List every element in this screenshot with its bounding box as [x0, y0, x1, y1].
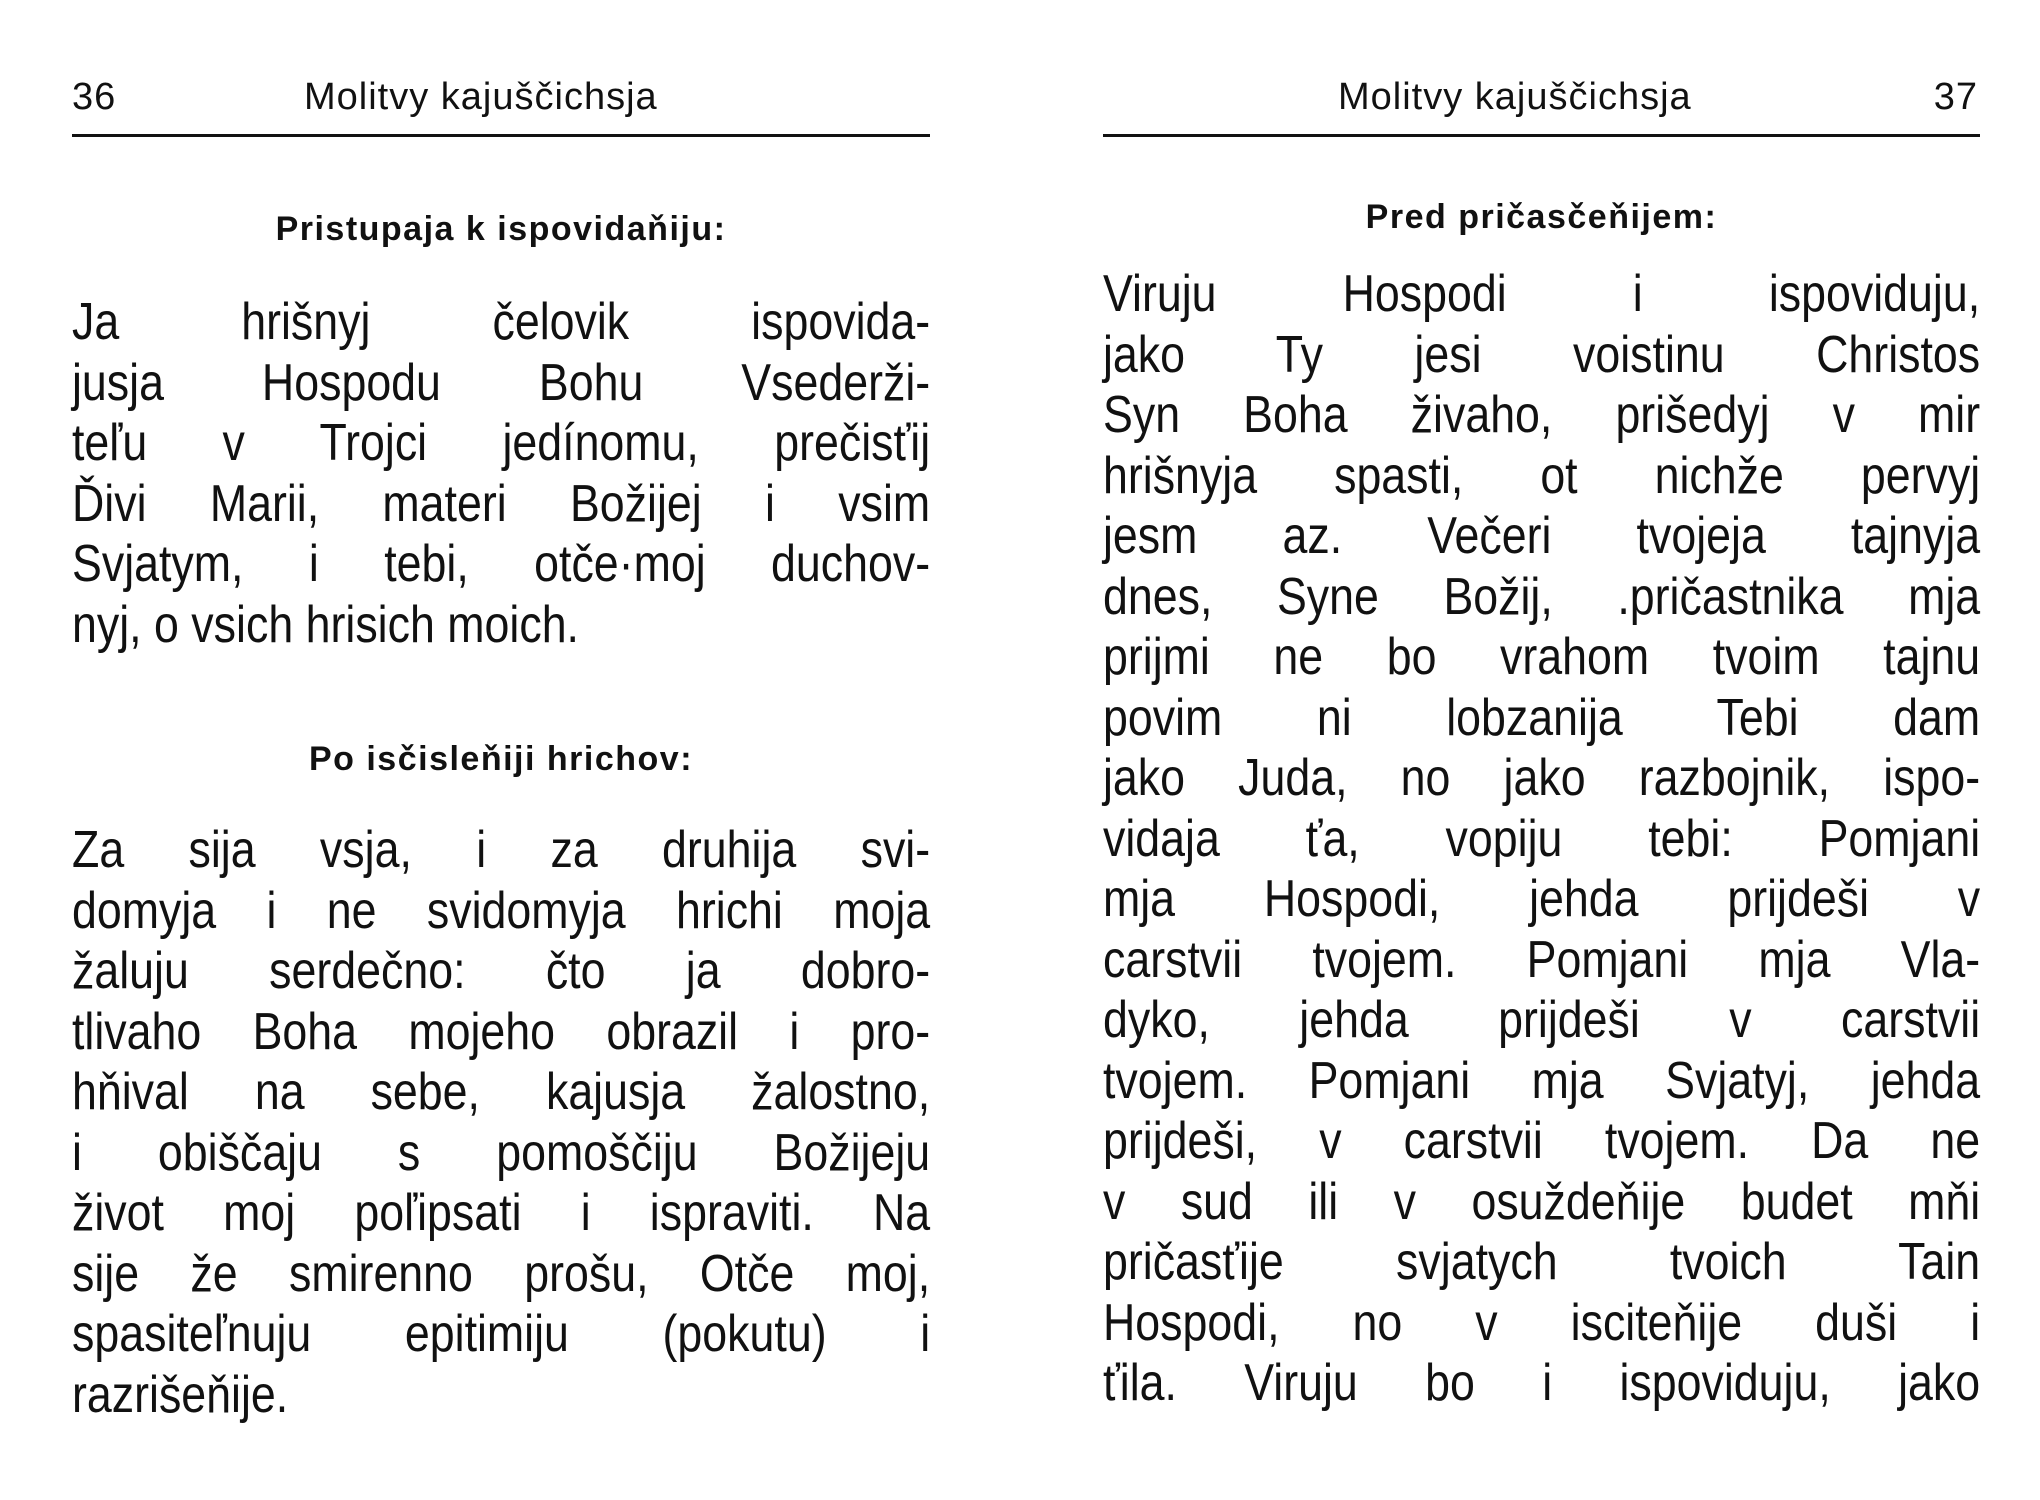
- text-line: jusja Hospodu Bohu Vsederži-: [72, 353, 931, 412]
- text-line: tlivaho Boha mojeho obrazil i pro-: [72, 1002, 931, 1061]
- left-page: [72, 0, 930, 1500]
- text-line: Ja hrišnyj čelovik ispovida-: [72, 293, 931, 351]
- text-line: spasiteľnuju epitimiju (pokutu) i: [72, 1305, 931, 1363]
- text-line: jesm az. Večeri tvojeja tajnyja: [1103, 507, 1981, 565]
- text-line: domyja i ne svidomyja hrichi moja: [72, 881, 931, 940]
- text-line: prijdeši, v carstvii tvojem. Da ne: [1103, 1112, 1981, 1170]
- text-line: žaluju serdečno: čto ja dobro-: [72, 942, 931, 1000]
- text-line: prijmi ne bo vrahom tvoim tajnu: [1103, 628, 1981, 686]
- text-line: v sud ili v osuždeňije budet mňi: [1103, 1172, 1981, 1231]
- text-line: vidaja ťa, vopiju tebi: Pomjani: [1103, 809, 1981, 868]
- page-number-right: 37: [1933, 76, 1978, 118]
- paragraph-before-communion: [1103, 264, 1980, 1414]
- text-line: teľu v Trojci jedínomu, prečisťij: [72, 414, 931, 472]
- text-line: Svjatym, i tebi, otče·moj duchov-: [72, 535, 931, 593]
- running-title-right: Molitvy kajuščichsja: [1338, 76, 1692, 118]
- text-line: jako Ty jesi voistinu Christos: [1103, 325, 1981, 384]
- paragraph-after-enumeration: [72, 820, 930, 1425]
- text-line: nyj, o vsich hrisich moich.: [72, 595, 579, 654]
- section-heading-confession: Pristupaja k ispovidaňiju:: [275, 210, 727, 248]
- text-line: pričasťije svjatych tvoich Tain: [1103, 1233, 1981, 1291]
- running-title-left: Molitvy kajuščichsja: [304, 76, 658, 118]
- right-page: [1103, 0, 1980, 1500]
- running-head-left: [72, 76, 930, 137]
- page-number-left: 36: [72, 76, 117, 118]
- section-heading-before-communion: Pred pričasčeňijem:: [1365, 198, 1718, 236]
- text-line: Hospodi, no v isciteňije duši i: [1103, 1293, 1981, 1352]
- text-line: jako Juda, no jako razbojnik, ispo-: [1103, 749, 1981, 807]
- text-line: dnes, Syne Božij, .pričastnika mja: [1103, 567, 1981, 626]
- text-line: Viruju Hospodi i ispoviduju,: [1103, 265, 1981, 323]
- text-line: Ďivi Marii, materi Božijej i vsim: [72, 474, 931, 533]
- text-line: hňival na sebe, kajusja žalostno,: [72, 1063, 931, 1121]
- text-line: ťila. Viruju bo i ispoviduju, jako: [1103, 1354, 1981, 1412]
- text-line: Syn Boha živaho, prišedyj v mir: [1103, 386, 1981, 444]
- text-line: hrišnyja spasti, ot nichže pervyj: [1103, 446, 1981, 505]
- running-head-right: [1103, 76, 1980, 137]
- text-line: mja Hospodi, jehda prijdeši v: [1103, 870, 1981, 928]
- section-heading-after-enumeration: Po isčisleňiji hrichov:: [308, 740, 694, 778]
- text-line: carstvii tvojem. Pomjani mja Vla-: [1103, 930, 1981, 989]
- paragraph-confession: [72, 292, 930, 655]
- text-line: i obiščaju s pomoščiju Božijeju: [72, 1123, 931, 1182]
- text-line: život moj poľipsati i ispraviti. Na: [72, 1184, 931, 1242]
- text-line: tvojem. Pomjani mja Svjatyj, jehda: [1103, 1051, 1981, 1110]
- text-line: dyko, jehda prijdeši v carstvii: [1103, 991, 1981, 1049]
- text-line: Za sija vsja, i za druhija svi-: [72, 821, 931, 879]
- text-line: sije že smirenno prošu, Otče moj,: [72, 1244, 931, 1303]
- text-line: razrišeňije.: [72, 1365, 289, 1424]
- text-line: povim ni lobzanija Tebi dam: [1103, 688, 1981, 747]
